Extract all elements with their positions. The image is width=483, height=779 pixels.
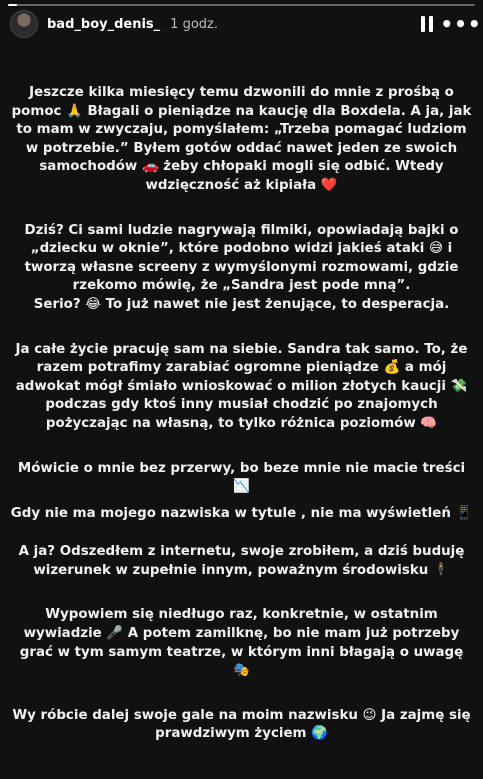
story-progress-bar	[8, 4, 475, 6]
story-paragraph-8: Wy róbcie dalej swoje gale na moim nazwisku 😉 Ja zajmę się prawdziwym życiem 🌍	[12, 707, 471, 742]
story-header	[10, 10, 482, 38]
username[interactable]: bad_boy_denis_	[47, 16, 161, 32]
story-paragraph-1: Jeszcze kilka miesięcy temu dzwonili do mnie z prośbą o pomoc 🙏 Błagali o pieniądze na kaucję dla Boxdela. A ja, jak to mam w zwyczaju, pomyślałem: „Trzeba pomagać ludziom w potrzebie.” Byłem gotów oddać nawet jeden ze swoich samochodów 🚗 żeby chłopaki mogli się odbić. Wtedy wdzięczność aż kipiała ❤️	[11, 85, 472, 193]
story-paragraph-2: Dziś? Ci sami ludzie nagrywają filmiki, opowiadają bajki o „dziecku w oknie”, które podobno widzi jakieś ataki 😅 i tworzą własne screeny z wymyślonymi rozmowami, gdzie rzekomo mówię, że „Sandra jest pode mną”. Serio? 😂 To już nawet nie jest żenujące, to desperacja.	[24, 222, 459, 312]
story-text	[6, 84, 477, 770]
story-paragraph-3: Ja całe życie pracuję sam na siebie. Sandra tak samo. To, że razem potrafimy zarabiać ogromne pieniądze 💰 a mój adwokat mógł śmiało wnioskować o milion złotych kaucji 💸 podczas gdy ktoś inny musiał chodzić po znajomych pożyczając na własną, to tylko różnica poziomów 🧠	[15, 341, 468, 431]
more-options-button[interactable]	[440, 12, 482, 36]
story-paragraph-5: Gdy nie ma mojego nazwiska w tytule , nie ma wyświetleń 📱	[10, 505, 473, 521]
avatar[interactable]	[10, 10, 38, 38]
pause-bar-left	[421, 16, 425, 32]
story-paragraph-4: Mówicie o mnie bez przerwy, bo beze mnie nie macie treści 📉	[17, 460, 466, 495]
pause-button[interactable]	[415, 12, 439, 36]
more-options-icon: •••	[440, 12, 482, 36]
story-paragraph-6: A ja? Odszedłem z internetu, swoje zrobiłem, a dziś buduję wizerunek w zupełnie innym, poważnym środowisku 🕴️	[18, 544, 465, 578]
pause-bar-right	[429, 16, 433, 32]
pause-icon	[419, 16, 435, 32]
story-progress-fill	[8, 4, 17, 6]
story-paragraph-7: Wypowiem się niedługo raz, konkretnie, w ostatnim wywiadzie 🎤 A potem zamilknę, bo nie mam już potrzeby grać w tym samym teatrze, w którym inni błagają o uwagę 🎭	[19, 607, 464, 679]
post-time: 1 godz.	[170, 16, 218, 32]
